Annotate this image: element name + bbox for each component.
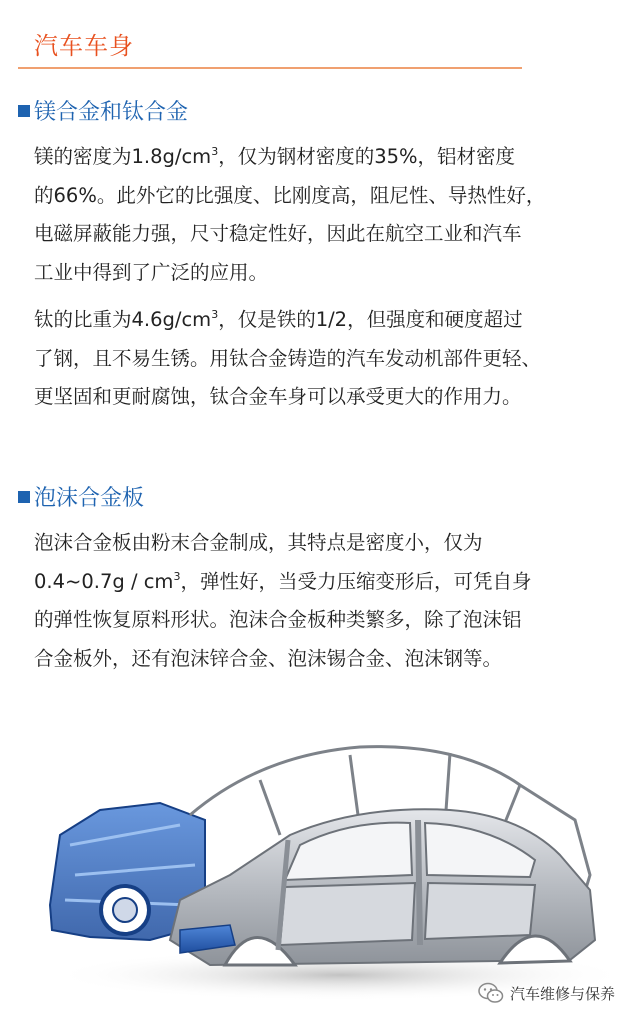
car-body-frame-image [30, 725, 630, 1005]
section-heading-text: 泡沫合金板 [34, 486, 145, 511]
wechat-watermark [478, 982, 615, 1004]
heading-bullet-icon [18, 105, 30, 117]
heading-bullet-icon [18, 491, 30, 503]
page-title: 汽车车身 [34, 32, 134, 60]
text-line: 0.4~0.7g / $cm^3$，弹性好，当受力压缩变形后，可凭自身 [34, 569, 532, 593]
paragraph-foam-alloy [34, 524, 614, 678]
section-heading-text: 镁合金和钛合金 [34, 100, 189, 125]
text-line: 了钢，且不易生锈。用钛合金铸造的汽车发动机部件更轻、 [34, 346, 542, 370]
text-line: 的弹性恢复原料形状。泡沫合金板种类繁多，除了泡沫铝 [34, 608, 522, 631]
text-line: 工业中得到了广泛的应用。 [34, 260, 269, 284]
section-heading-foam-alloy [18, 481, 144, 512]
wechat-icon [478, 982, 504, 1004]
watermark-text: 汽车维修与保养 [510, 984, 616, 1003]
text-line: 镁的密度为$1.8g/cm^3$，仅为钢材密度的35%，铝材密度 [34, 145, 516, 168]
text-line: 泡沫合金板由粉末合金制成，其特点是密度小，仅为 [34, 531, 483, 554]
text-line: 的66%。此外它的比强度、比刚度高，阻尼性、导热性好， [34, 183, 546, 207]
paragraph-magnesium [34, 138, 614, 292]
text-line: 更坚固和更耐腐蚀，钛合金车身可以承受更大的作用力。 [34, 385, 522, 408]
text-line: 合金板外，还有泡沫锌合金、泡沫锡合金、泡沫钢等。 [34, 646, 503, 670]
text-line: 电磁屏蔽能力强，尺寸稳定性好，因此在航空工业和汽车 [34, 222, 522, 245]
page-header [0, 0, 640, 72]
header-divider [18, 67, 522, 69]
text-line: 钛的比重为$4.6g/cm^3$，仅是铁的1/2，但强度和硬度超过 [34, 308, 523, 331]
section-heading-magnesium-titanium [18, 95, 188, 126]
paragraph-titanium [34, 301, 614, 417]
